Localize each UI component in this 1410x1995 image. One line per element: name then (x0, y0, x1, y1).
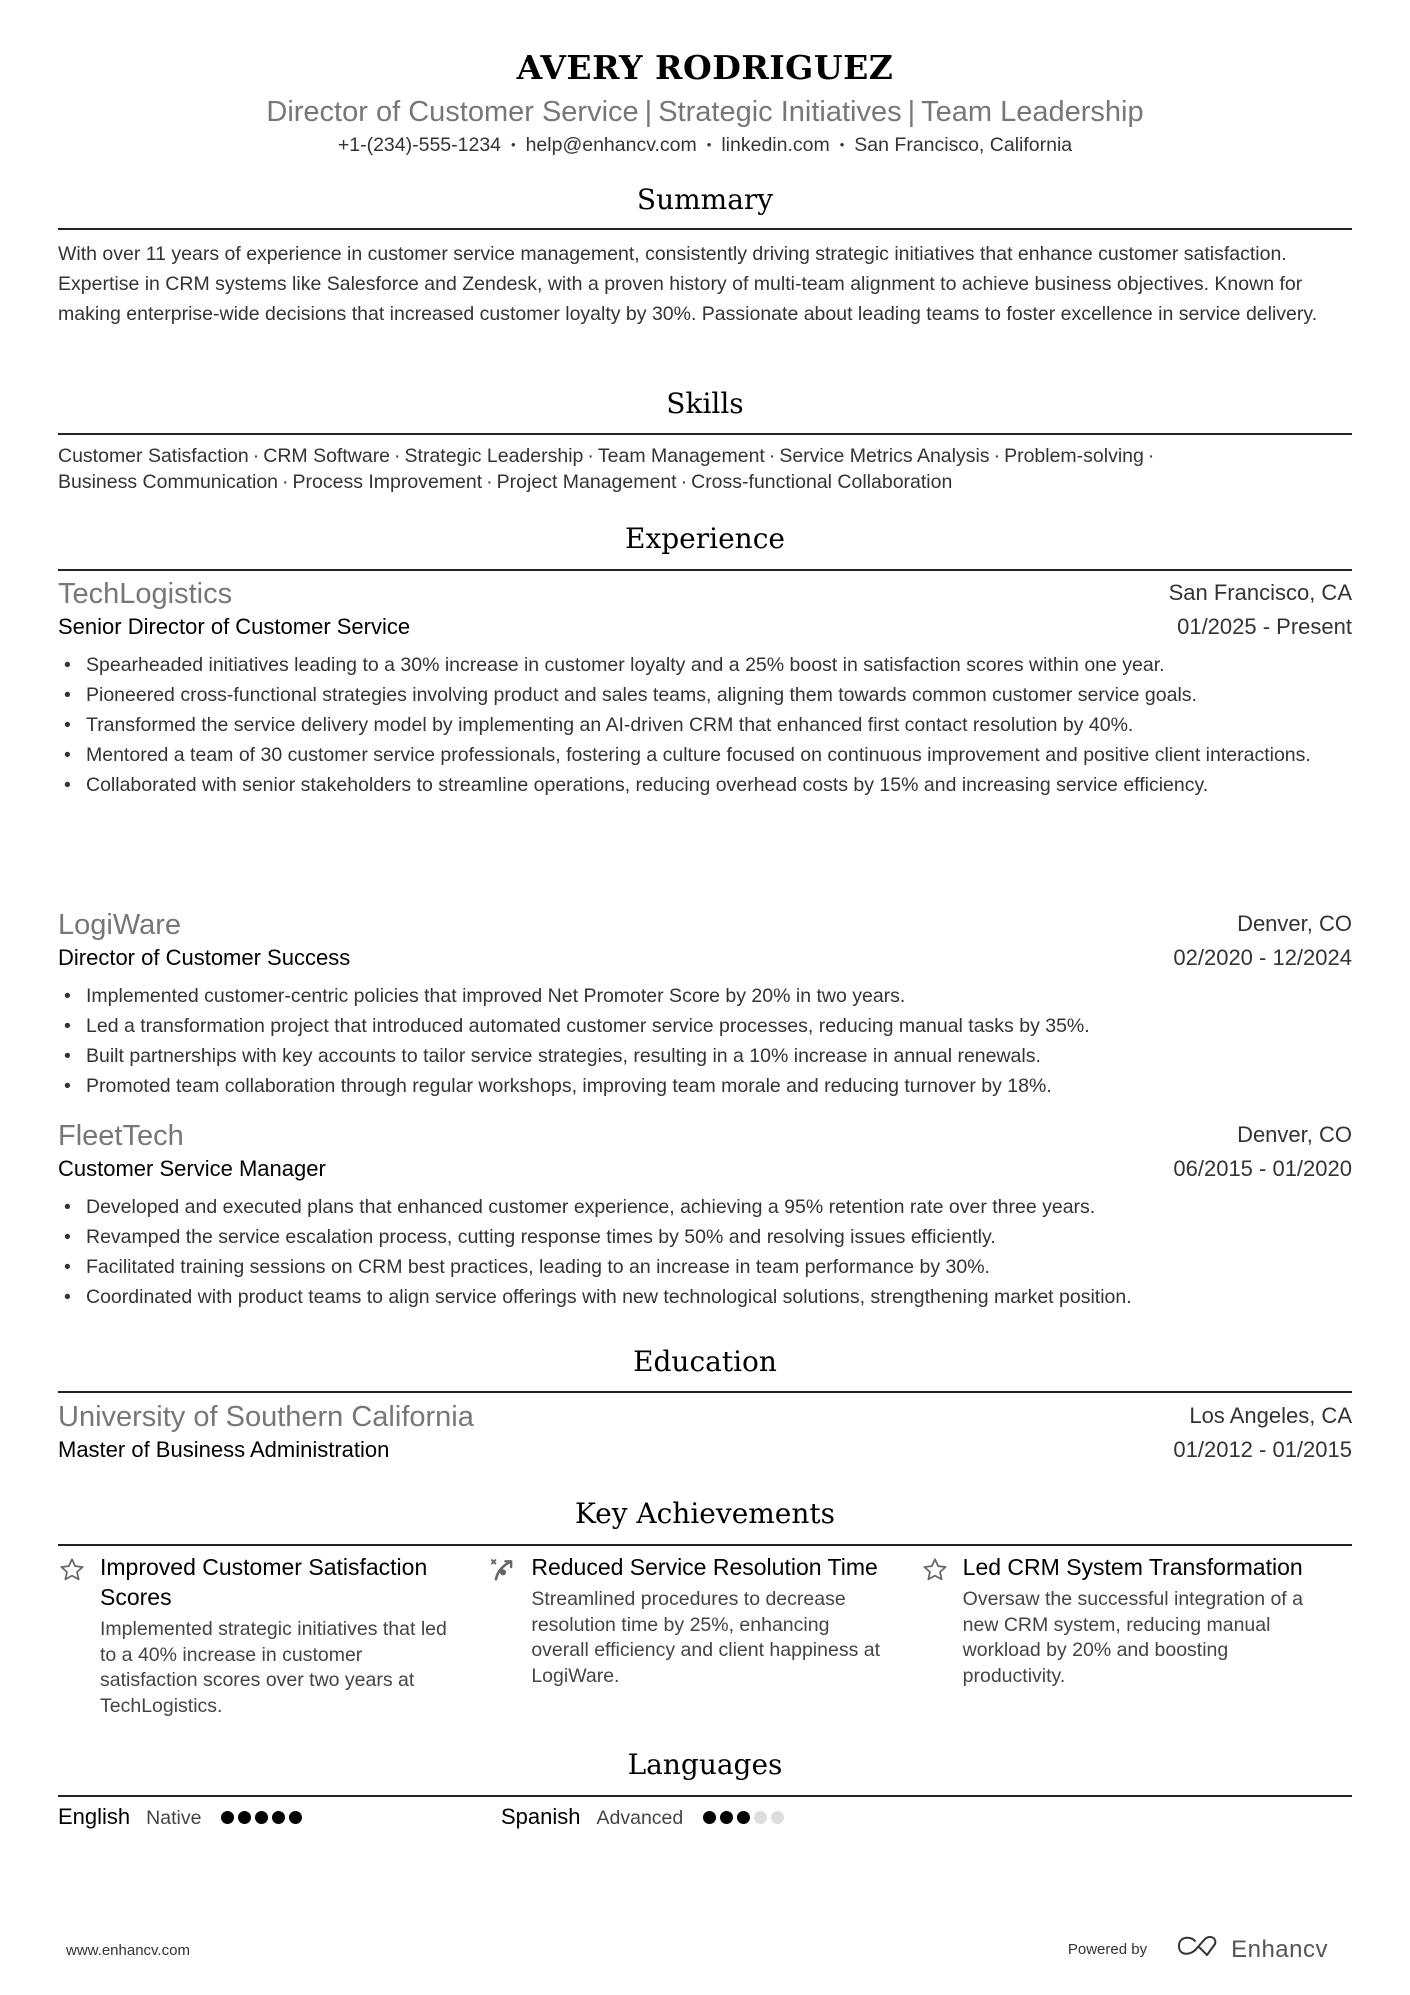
skill-item: Customer Satisfaction (58, 445, 249, 467)
skill-separator: · (486, 471, 493, 493)
job-bullets (58, 650, 1352, 800)
dot-filled-icon (255, 1811, 268, 1824)
job-bullets (58, 1192, 1352, 1312)
achievement-item (489, 1552, 920, 1719)
skill-separator: · (768, 445, 776, 467)
education-entry (58, 1401, 1352, 1473)
job-dates: 06/2015 - 01/2020 (1173, 1156, 1352, 1181)
job-role: Customer Service Manager (58, 1156, 326, 1181)
bullet-item: • Revamped the service escalation process, cutting response times by 50% and resolving issues efficiently. (58, 1222, 1352, 1252)
language-level: Advanced (596, 1807, 684, 1829)
dot-filled-icon (221, 1811, 234, 1824)
title-part: Team Leadership (921, 96, 1144, 128)
bullet-item: • Developed and executed plans that enhanced customer experience, achieving a 95% retention rate over three years. (58, 1192, 1352, 1222)
skill-item: Cross-functional Collaboration (691, 471, 953, 493)
skills-list (58, 443, 1352, 495)
dot-filled-icon (289, 1811, 302, 1824)
section-heading-skills: Skills (666, 387, 744, 420)
skill-separator: · (282, 471, 289, 493)
achievement-title: Improved Customer Satisfaction Scores (100, 1554, 428, 1610)
school-name: University of Southern California (58, 1401, 474, 1433)
job-dates: 02/2020 - 12/2024 (1173, 945, 1352, 970)
section-heading-experience: Experience (625, 522, 785, 555)
job-location: Denver, CO (1237, 911, 1352, 936)
section-heading-summary: Summary (636, 183, 774, 216)
bullet-item: • Led a transformation project that introduced automated customer service processes, reducing manual tasks by 35%. (58, 1011, 1352, 1041)
achievement-title: Led CRM System Transformation (962, 1554, 1303, 1580)
bullet-item: • Spearheaded initiatives leading to a 30% increase in customer loyalty and a 25% boost in satisfaction scores within one year. (58, 650, 1352, 680)
skill-item: Problem-solving (1004, 445, 1144, 467)
skill-separator: · (1147, 445, 1155, 467)
job-role: Senior Director of Customer Service (58, 614, 411, 639)
dot-filled-icon (720, 1811, 733, 1824)
candidate-name: AVERY RODRIGUEZ (516, 48, 894, 87)
section-divider (58, 1544, 1352, 1546)
experience-entry (58, 1120, 1352, 1312)
language-name: English (58, 1804, 131, 1829)
language-level: Native (146, 1807, 202, 1829)
title-separator: | (644, 96, 653, 128)
skill-item: Strategic Leadership (404, 445, 584, 467)
language-item (58, 1804, 501, 1830)
job-role: Director of Customer Success (58, 945, 351, 970)
proficiency-dots (703, 1811, 784, 1824)
email-link[interactable]: help@enhancv.com (525, 134, 697, 156)
job-dates: 01/2025 - Present (1177, 614, 1352, 639)
achievement-title: Reduced Service Resolution Time (531, 1554, 878, 1580)
bullet-item: • Facilitated training sessions on CRM best practices, leading to an increase in team performance by 30%. (58, 1252, 1352, 1282)
dot-filled-icon (238, 1811, 251, 1824)
dot-filled-icon (272, 1811, 285, 1824)
achievement-description: Oversaw the successful integration of a new CRM system, reducing manual workload by 20% and boosting productivity. (962, 1588, 1303, 1687)
section-heading-education: Education (633, 1345, 777, 1378)
achievements-grid (58, 1552, 1352, 1719)
dot-filled-icon (703, 1811, 716, 1824)
skill-item: Project Management (496, 471, 677, 493)
enhancv-logo[interactable] (1175, 1934, 1328, 1965)
brand-name: Enhancv (1231, 1935, 1328, 1963)
bullet-item: • Implemented customer-centric policies that improved Net Promoter Score by 20% in two years. (58, 981, 1352, 1011)
star-icon (921, 1556, 949, 1584)
achievement-item (921, 1552, 1352, 1719)
contact-line (58, 134, 1352, 157)
candidate-title (58, 96, 1352, 129)
company-name: TechLogistics (58, 578, 233, 610)
school-location: Los Angeles, CA (1189, 1403, 1352, 1428)
location: San Francisco, California (854, 134, 1073, 156)
dot-empty-icon (771, 1811, 784, 1824)
bullet-separator: • (706, 137, 712, 152)
skill-separator: · (587, 445, 594, 467)
title-part: Director of Customer Service (266, 96, 639, 128)
skill-item: Team Management (597, 445, 765, 467)
skill-item: CRM Software (263, 445, 391, 467)
experience-entry (58, 909, 1352, 1101)
title-part: Strategic Initiatives (658, 96, 902, 128)
bullet-item: • Built partnerships with key accounts to tailor service strategies, resulting in a 10% increase in annual renewals. (58, 1041, 1352, 1071)
enhancv-logo-icon (1175, 1934, 1221, 1965)
skill-separator: · (680, 471, 688, 493)
bullet-item: • Collaborated with senior stakeholders to streamline operations, reducing overhead costs by 15% and increasing service efficiency. (58, 770, 1352, 800)
section-divider (58, 569, 1352, 571)
education-dates: 01/2012 - 01/2015 (1173, 1437, 1352, 1462)
skill-item: Service Metrics Analysis (779, 445, 990, 467)
bullet-item: • Transformed the service delivery model by implementing an AI-driven CRM that enhanced first contact resolution by 40%. (58, 710, 1352, 740)
footer-branding (1068, 1934, 1328, 1965)
linkedin-link[interactable]: linkedin.com (721, 134, 830, 156)
job-location: Denver, CO (1237, 1122, 1352, 1147)
section-divider (58, 1795, 1352, 1797)
bullet-item: • Promoted team collaboration through regular workshops, improving team morale and reducing turnover by 18%. (58, 1071, 1352, 1101)
job-bullets (58, 981, 1352, 1101)
section-heading-achievements: Key Achievements (574, 1497, 836, 1530)
section-heading-languages: Languages (627, 1748, 783, 1781)
company-name: LogiWare (58, 909, 182, 941)
achievement-item (58, 1552, 489, 1719)
bullet-item: • Coordinated with product teams to align service offerings with new technological solutions, strengthening market position. (58, 1282, 1352, 1312)
bullet-item: • Pioneered cross-functional strategies involving product and sales teams, aligning them towards common customer service goals. (58, 680, 1352, 710)
section-divider (58, 1391, 1352, 1393)
languages-list (58, 1804, 1352, 1830)
job-location: San Francisco, CA (1168, 580, 1352, 605)
company-name: FleetTech (58, 1120, 184, 1152)
summary-text: With over 11 years of experience in customer service management, consistently driving strategic initiatives that enhance customer satisfaction. Expertise in CRM systems like Salesforce and Zendesk, with a proven history of multi-team alignment to achieve business objectives. Known for making enterprise-wide decisions that increased customer loyalty by 30%. Passionate about leading teams to foster excellence in service delivery. (58, 243, 1318, 325)
experience-entry (58, 578, 1352, 800)
skill-item: Business Communication (58, 471, 279, 493)
route-icon (489, 1556, 517, 1584)
degree: Master of Business Administration (58, 1437, 390, 1462)
language-name: Spanish (501, 1804, 581, 1829)
dot-filled-icon (737, 1811, 750, 1824)
powered-by-label: Powered by (1067, 1941, 1148, 1958)
phone: +1-(234)-555-1234 (337, 134, 502, 156)
bullet-item: • Mentored a team of 30 customer service professionals, fostering a culture focused on continuous improvement and positive client interactions. (58, 740, 1352, 770)
section-divider (58, 228, 1352, 230)
proficiency-dots (221, 1811, 302, 1824)
skill-item: Process Improvement (292, 471, 483, 493)
skill-separator: · (394, 445, 401, 467)
achievement-description: Streamlined procedures to decrease resolution time by 25%, enhancing overall efficiency and client happiness at LogiWare. (531, 1588, 881, 1687)
star-icon (58, 1556, 86, 1584)
title-separator: | (907, 96, 916, 128)
skill-separator: · (252, 445, 260, 467)
bullet-separator: • (839, 137, 845, 152)
footer-website-link[interactable]: www.enhancv.com (66, 1942, 190, 1959)
dot-empty-icon (754, 1811, 767, 1824)
achievement-description: Implemented strategic initiatives that led to a 40% increase in customer satisfaction scores over two years at TechLogistics. (100, 1618, 447, 1717)
skill-separator: · (993, 445, 1001, 467)
section-divider (58, 433, 1352, 435)
language-item (501, 1804, 944, 1830)
bullet-separator: • (511, 137, 516, 152)
